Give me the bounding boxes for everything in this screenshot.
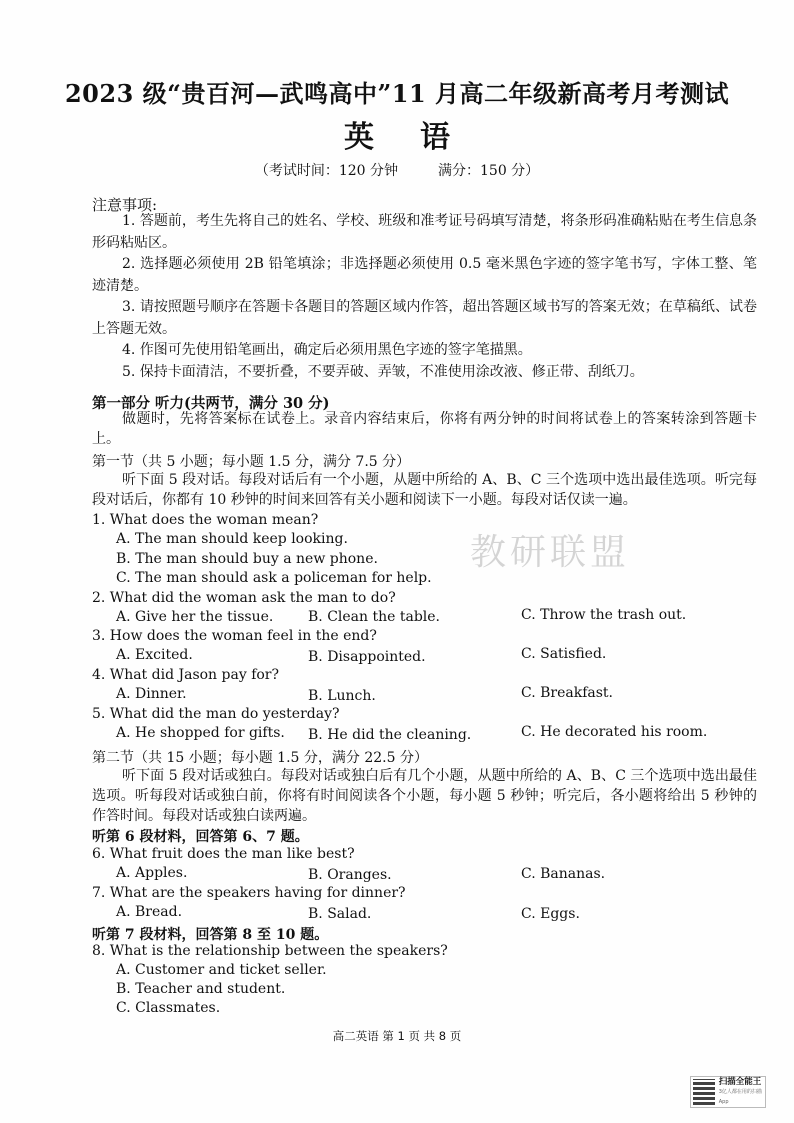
notice-item: 4. 作图可先使用铅笔画出，确定后必须用黑色字迹的签字笔描黑。 — [122, 342, 532, 358]
subject-title: 英语 — [344, 120, 496, 155]
option: C. Throw the trash out. — [521, 607, 687, 623]
option: C. Breakfast. — [521, 685, 613, 701]
option: B. Disappointed. — [308, 649, 426, 665]
question-7: 7. What are the speakers having for dinner? — [92, 885, 406, 901]
exam-score: 满分：150 分） — [438, 163, 540, 179]
option: B. Oranges. — [308, 867, 392, 883]
material-7-instruction: 听第 7 段材料，回答第 8 至 10 题。 — [92, 927, 329, 943]
option: B. Salad. — [308, 906, 372, 922]
notice-item: 2. 选择题必须使用 2B 铅笔填涂；非选择题必须使用 0.5 毫米黑色字迹的签字笔书写，字体工整、笔迹清楚。 — [92, 256, 757, 294]
option: B. Teacher and student. — [116, 981, 286, 997]
page-footer: 高二英语 第 1 页 共 8 页 — [332, 1029, 462, 1043]
question-3: 3. How does the woman feel in the end? — [92, 628, 377, 644]
qr-code-icon — [693, 1079, 715, 1105]
notice-item: 5. 保持卡面清洁，不要折叠，不要弄破、弄皱，不准使用涂改液、修正带、刮纸刀。 — [122, 363, 644, 380]
option: B. Clean the table. — [308, 609, 441, 625]
option: B. Lunch. — [308, 688, 376, 704]
option: A. Dinner. — [116, 686, 187, 702]
option: A. The man should keep looking. — [116, 531, 348, 547]
section1-heading: 第一节（共 5 小题；每小题 1.5 分，满分 7.5 分） — [92, 454, 411, 470]
option: B. He did the cleaning. — [308, 727, 472, 743]
option: C. Satisfied. — [521, 646, 607, 662]
option: A. Apples. — [116, 865, 188, 881]
option: A. Bread. — [116, 904, 183, 920]
option: C. Bananas. — [521, 866, 606, 882]
option: C. The man should ask a policeman for help. — [116, 570, 432, 586]
watermark: 教研联盟 — [470, 532, 631, 573]
option: A. Give her the tissue. — [116, 609, 274, 625]
exam-time: （考试时间：120 分钟 — [254, 163, 398, 179]
notice-item: 1. 答题前，考生先将自己的姓名、学校、班级和准考证号码填写清楚，将条形码准确粘贴在考生信息条形码粘贴区。 — [92, 213, 757, 251]
question-6: 6. What fruit does the man like best? — [92, 846, 355, 862]
part1-heading: 第一部分 听力(共两节，满分 30 分) — [92, 395, 330, 412]
exam-title: 2023 级“贵百河—武鸣高中”11 月高二年级新高考月考测试 — [64, 79, 729, 108]
material-6-instruction: 听第 6 段材料，回答第 6、7 题。 — [92, 829, 309, 845]
option: B. The man should buy a new phone. — [116, 551, 378, 567]
scanner-badge — [690, 1076, 766, 1108]
option: C. He decorated his room. — [521, 724, 708, 740]
option: A. He shopped for gifts. — [116, 725, 285, 741]
section2-instructions: 听下面 5 段对话或独白。每段对话或独白后有几个小题，从题中所给的 A、B、C 三个选项中选出最佳选项。听每段对话或独白前，你将有时间阅读各个小题，每小题 5 秒钟；听完后，各小题将给出 5 秒钟的作答时间。每段对话或独白读两遍。 — [92, 768, 757, 824]
scanner-logo: 扫描全能王 — [718, 1077, 762, 1087]
question-1: 1. What does the woman mean? — [92, 512, 319, 528]
scanner-tagline: 3亿人都在用的扫描App — [718, 1089, 762, 1105]
option: C. Eggs. — [521, 906, 580, 922]
notice-heading: 注意事项: — [92, 196, 158, 214]
notice-item: 3. 请按照题号顺序在答题卡各题目的答题区域内作答，超出答题区域书写的答案无效；在草稿纸、试卷上答题无效。 — [92, 299, 757, 337]
section1-instructions: 听下面 5 段对话。每段对话后有一个小题，从题中所给的 A、B、C 三个选项中选出最佳选项。听完每段对话后，你都有 10 秒钟的时间来回答有关小题和阅读下一小题。每段对话仅读一遍。 — [92, 472, 757, 508]
notice-list — [92, 211, 757, 383]
question-5: 5. What did the man do yesterday? — [92, 706, 340, 722]
question-4: 4. What did Jason pay for? — [92, 667, 280, 683]
option: A. Customer and ticket seller. — [116, 962, 327, 978]
section2-heading: 第二节（共 15 小题；每小题 1.5 分，满分 22.5 分） — [92, 750, 428, 766]
option: C. Classmates. — [116, 1000, 221, 1016]
exam-info — [0, 160, 794, 180]
question-8: 8. What is the relationship between the speakers? — [92, 943, 448, 959]
option: A. Excited. — [116, 647, 193, 663]
part1-instructions: 做题时，先将答案标在试卷上。录音内容结束后，你将有两分钟的时间将试卷上的答案转涂到答题卡上。 — [92, 411, 757, 447]
question-2: 2. What did the woman ask the man to do? — [92, 590, 396, 606]
